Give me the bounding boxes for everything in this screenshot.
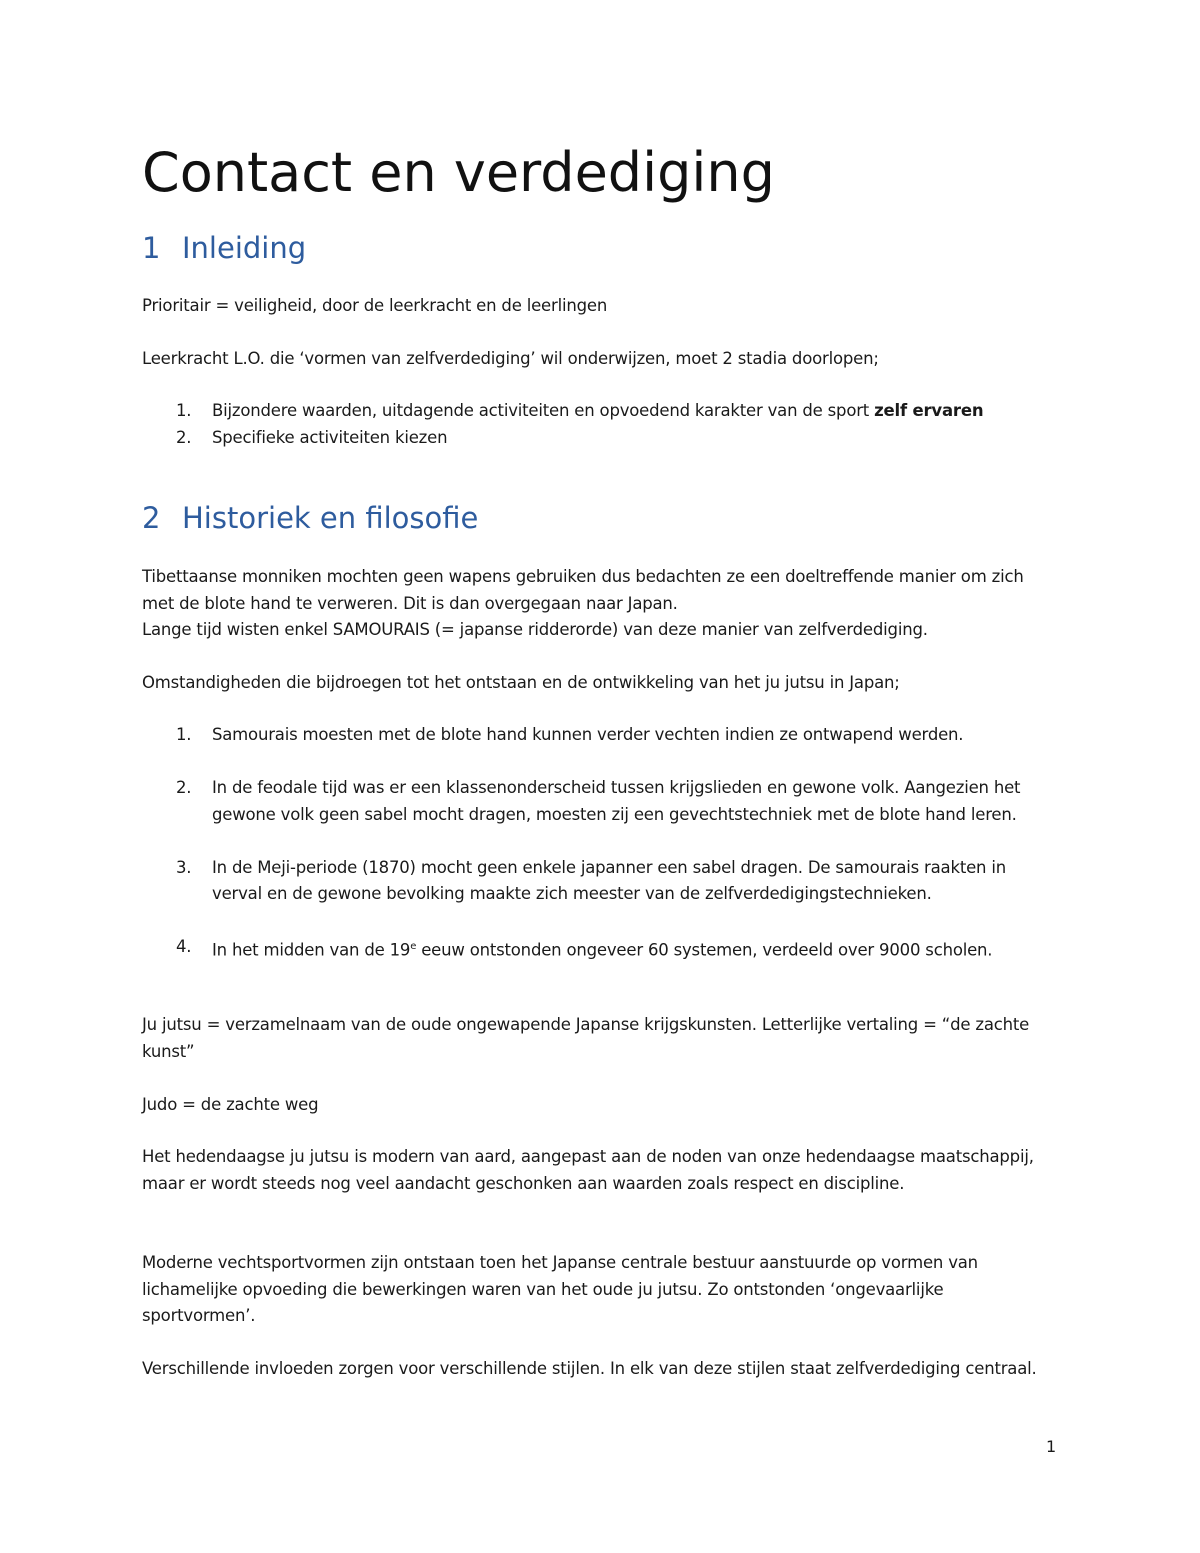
list-item (142, 855, 1057, 908)
section-heading-historiek (142, 500, 478, 536)
list-marker: 2. (176, 778, 192, 797)
paragraph-line: Lange tijd wisten enkel SAMOURAIS (= japanse ridderorde) van deze manier van zelfverdediging. (142, 620, 928, 639)
numbered-list (142, 398, 1057, 451)
paragraph (142, 564, 1057, 644)
paragraph-line: Tibettaanse monniken mochten geen wapens gebruiken dus bedachten ze een doeltreffende manier om zich met de blote hand te verweren. Dit is dan overgegaan naar Japan. (142, 567, 1024, 613)
list-marker: 1. (176, 401, 192, 420)
paragraph: Judo = de zachte weg (142, 1095, 319, 1114)
list-item-text: In de Meji-periode (1870) mocht geen enkele japanner een sabel dragen. De samourais raakten in verval en de gewone bevolking maakte zich meester van de zelfverdedigingstechnieken. (212, 857, 1006, 903)
list-item (142, 425, 1057, 452)
section-title: Historiek en filosofie (182, 501, 479, 535)
list-item (142, 934, 1057, 964)
section-title: Inleiding (182, 231, 307, 265)
section-heading-inleiding (142, 230, 306, 266)
paragraph: Verschillende invloeden zorgen voor verschillende stijlen. In elk van deze stijlen staat zelfverdediging centraal. (142, 1359, 1037, 1378)
page-number: 1 (1046, 1437, 1057, 1456)
list-item-text: Samourais moesten met de blote hand kunnen verder vechten indien ze ontwapend werden. (212, 725, 964, 744)
list-item-text: eeuw ontstonden ongeveer 60 systemen, verdeeld over 9000 scholen. (416, 940, 993, 960)
list-marker: 1. (176, 725, 192, 744)
list-item-text: Bijzondere waarden, uitdagende activiteiten en opvoedend karakter van de sport (212, 401, 875, 420)
superscript: e (410, 941, 417, 952)
list-marker: 2. (176, 427, 192, 447)
list-item (142, 398, 1057, 425)
list-item (142, 722, 1057, 749)
list-item-text: In de feodale tijd was er een klassenonderscheid tussen krijgslieden en gewone volk. Aangezien het gewone volk geen sabel mocht dragen, moesten zij een gevechtstechniek met de blote hand leren. (212, 778, 1021, 824)
list-item (142, 775, 1057, 828)
paragraph: Prioritair = veiligheid, door de leerkracht en de leerlingen (142, 296, 608, 315)
section-number: 2 (142, 501, 161, 535)
list-marker: 4. (176, 937, 192, 956)
list-marker: 3. (176, 857, 192, 877)
paragraph: Leerkracht L.O. die ‘vormen van zelfverdediging’ wil onderwijzen, moet 2 stadia doorlopen; (142, 349, 879, 368)
paragraph: Omstandigheden die bijdroegen tot het ontstaan en de ontwikkeling van het ju jutsu in Japan; (142, 673, 900, 692)
list-item-text: In het midden van de 19 (212, 940, 411, 960)
document-title: Contact en verdediging (142, 141, 775, 204)
numbered-list (142, 722, 1057, 991)
section-number: 1 (142, 231, 161, 265)
list-item-bold-text: zelf ervaren (874, 401, 984, 420)
paragraph: Moderne vechtsportvormen zijn ontstaan toen het Japanse centrale bestuur aanstuurde op vormen van lichamelijke opvoeding die bewerkingen waren van het oude ju jutsu. Zo ontstonden ‘ongevaarlijke sportvormen’. (142, 1253, 978, 1325)
paragraph: Het hedendaagse ju jutsu is modern van aard, aangepast aan de noden van onze hedendaagse maatschappij, maar er wordt steeds nog veel aandacht geschonken aan waarden zoals respect en discipline. (142, 1147, 1034, 1193)
list-item-text: Specifieke activiteiten kiezen (212, 427, 448, 447)
paragraph: Ju jutsu = verzamelnaam van de oude ongewapende Japanse krijgskunsten. Letterlijke vertaling = “de zachte kunst” (142, 1015, 1030, 1061)
